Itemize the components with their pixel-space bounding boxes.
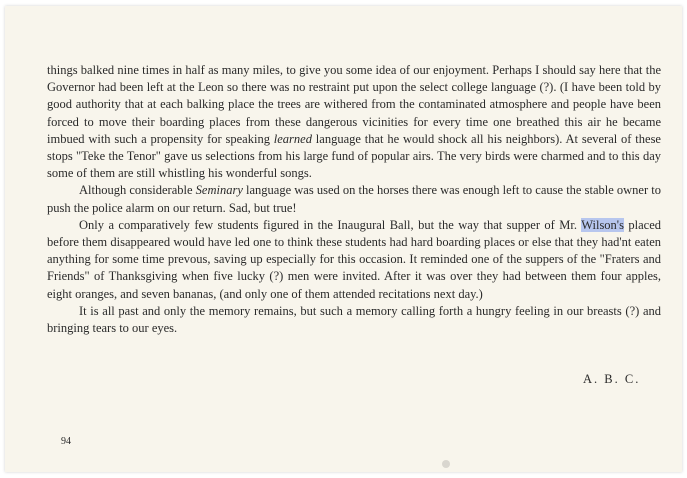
paragraph-3 [47,217,661,303]
italic-learned: learned [273,131,312,146]
paragraph-3-text-a: Only a comparatively few students figured in the Inaugural Ball, but the way that supper of Mr. [79,217,582,232]
paragraph-4: It is all past and only the memory remains, but such a memory calling forth a hungry feeling in our breasts (?) and bringing tears to our eyes. [47,303,661,336]
paragraph-2 [47,182,661,216]
author-signature: A. B. C. [583,372,641,386]
paragraph-1-text-a: things balked nine times in half as many miles, to give you some idea of our enjoyment. Perhaps I should say here that the Governor had been left at the Leon so there was no restraint put upon the select college language (?). (I have been told by good authority that at each balking place the trees are withered from the contaminated atmosphere and people have been forced to move their boarding places from these dangerous vicinities for every time one breathed this air he became imbued with such a propensity for speaking [47,63,661,146]
paragraph-2-text-a: Although considerable [79,183,196,198]
page-number: 94 [61,436,71,447]
scan-mark [442,460,450,468]
document-page [5,6,682,472]
italic-seminary: Seminary [195,183,243,198]
paragraph-2-text-b: language was used on the horses there was enough left to cause the stable owner to push the police alarm on our return. Sad, but true! [47,183,661,215]
paragraph-3-text-b: placed before them disappeared would have led one to think these students had hard boarding places or else that they had'nt eaten anything for some time prevous, saving up especially for this occasion. It reminded one of the suppers of the "Fraters and Friends" of Thanksgiving when five lucky (?) men were invited. After it was over they had between them four apples, eight oranges, and seven bananas, (and only one of them attended recitations next day.) [47,217,661,301]
paragraph-1-text-b: language that he would shock all his neighbors). At several of these stops "Teke the Tenor" gave us selections from his large fund of popular airs. The very birds were charmed and to this day some of them are still whistling his wonderful songs. [47,131,661,181]
highlighted-text-selection[interactable]: Wilson's [581,217,624,232]
article-text [47,62,661,337]
paragraph-1 [47,62,661,182]
